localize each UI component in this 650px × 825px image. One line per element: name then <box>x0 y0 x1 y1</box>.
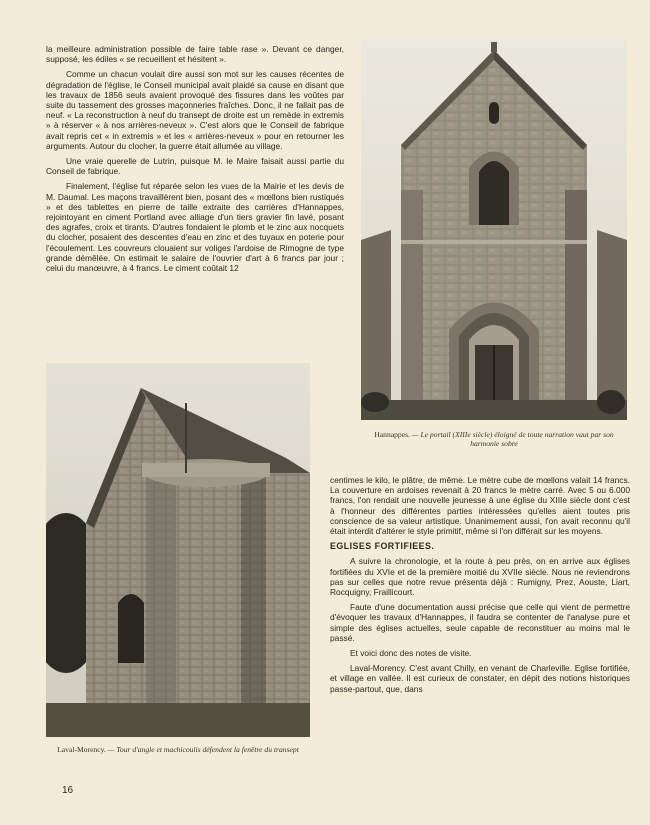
paragraph: Laval-Morency. C'est avant Chilly, en venant de Charleville. Eglise fortifiée, et village en vallée. Il est curieux de constater, en dépit des notions historiques passe-partout, que, dans <box>330 663 630 694</box>
paragraph: Comme un chacun voulait dire aussi son mot sur les causes récentes de dégradation de l'église, le Conseil municipal avait plaidé sa cause en disant que les travaux de 1856 seuls avaient provoqué des fissures dans les voûtes par suite du tassement des grosses maçonneries fraîches. Donc, il ne fallait pas de neuf. « La reconstruction à neuf du transept de droite est un remède in extremis » à réserver « à nos arrières-neveux ». C'est alors que le Conseil de fabrique avait repris cet « in extremis » et les « arrières-neveux » pour en retourner les arguments. Autour du clocher, la guerre était allumée au village. <box>46 69 344 151</box>
church-photo-caption <box>361 430 627 448</box>
section-heading: EGLISES FORTIFIEES. <box>330 541 435 552</box>
page-number: 16 <box>62 785 74 796</box>
paragraph: la meilleure administration possible de faire table rase ». Devant ce danger, supposé, les édiles « se recueillent et hésitent ». <box>46 44 344 65</box>
caption-place: Hannappes. <box>374 430 410 439</box>
caption-text: — Tour d'angle et machicoulis défendent la fenêtre du transept <box>107 745 299 754</box>
caption-text: — Le portail (XIIIe siècle) éloigné de toute narration vaut par son harmonie sobre <box>411 430 614 448</box>
tower-illustration <box>46 363 310 737</box>
church-illustration <box>361 40 627 420</box>
church-photo <box>361 40 627 420</box>
tower-photo <box>46 363 310 737</box>
paragraph: Et voici donc des notes de visite. <box>350 648 472 659</box>
paragraph: Une vraie querelle de Lutrin, puisque M. le Maire faisait aussi partie du Conseil de fabrique. <box>46 156 344 177</box>
paragraph: Finalement, l'église fut réparée selon les vues de la Mairie et les devis de M. Daumal. Les maçons travaillèrent bien, posant des « mœllons bien rustiqués » et des tablettes en pierre de taille extraite des carrières d'Hannappes, rejointoyant en ciment Portland avec alliage d'un tiers gravier fin lavé, posant des agrafes, croix et tirants. D'autres fondaient le plomb et le zinc aux nocquets du clocher, posaient des descentes d'eau en zinc et des tuyaux en poterie pour l'écoulement. Les couvreurs clouaient sur voliges l'ardoise de Rimogne de type grande démêlée. On estimait le salaire de l'ouvrier d'art à 6 francs par jour ; celui du manœuvre, à 4 francs. Le ciment coûtait 12 <box>46 181 344 274</box>
paragraph: centimes le kilo, le plâtre, de même. Le mètre cube de mœllons valait 14 francs. La couverture en ardoises revenait à 20 francs le mètre carré. Avec 5 ou 6.000 francs, l'on rendait une nouvelle jeunesse à une église du XIIIe siècle dont c'est à l'honneur des différentes parties intéressées qu'elles aient toutes pris conscience de sa valeur artistique. Unanimement aussi, l'on avait reconnu qu'il était interdit d'altérer le style primitif, même si l'on différait sur les moyens. <box>330 475 630 537</box>
left-text-column <box>46 44 344 278</box>
paragraph: Faute d'une documentation aussi précise que celle qui vient de permettre d'évoquer les travaux d'Hannappes, il faudra se contenter de l'analyse pure et simple des églises actuelles, seule capable de reconstituer au moins mal le passé. <box>330 602 630 643</box>
caption-place: Laval-Morency. <box>57 745 106 754</box>
right-text-column <box>330 475 630 699</box>
paragraph: A suivre la chronologie, et la route à peu près, on en arrive aux églises fortifiées du XVIe et de la première moitié du XVIIe siècle. Nous ne reviendrons pas sur celles que notre revue présenta déjà : Rumigny, Prez, Aouste, Liart, Rocquigny, Fraillicourt. <box>330 556 630 598</box>
tower-photo-caption <box>46 745 310 754</box>
